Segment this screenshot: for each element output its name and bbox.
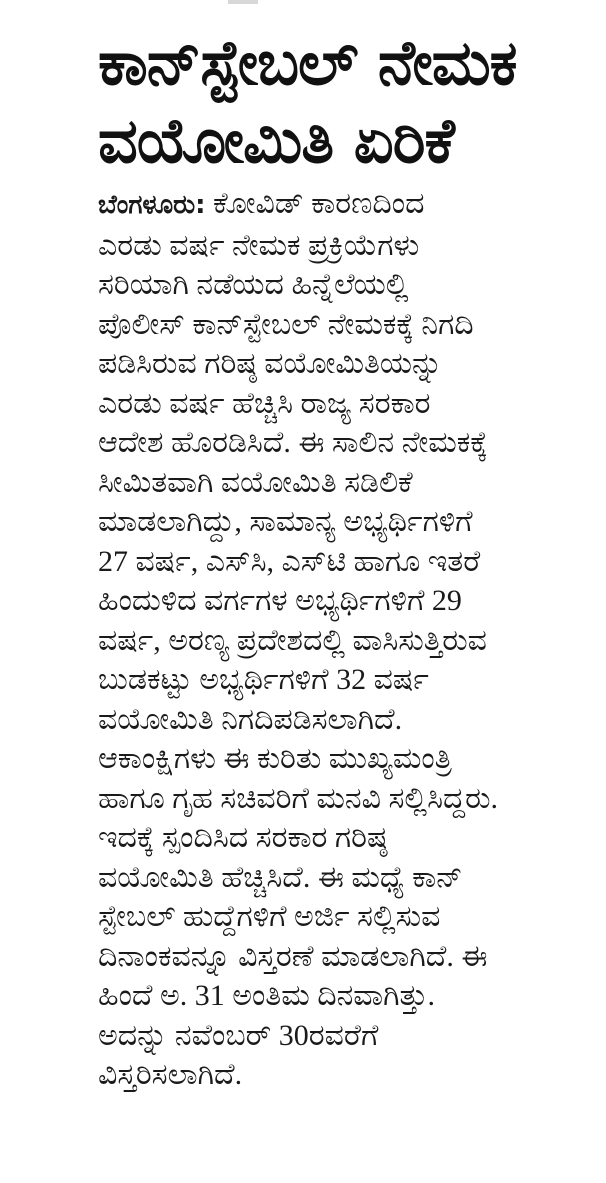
body-line: ಅದನ್ನು ನವೆಂಬರ್ 30ರವರೆಗೆ (98, 1018, 379, 1052)
body-line: ಹಾಗೂ ಗೃಹ ಸಚಿವರಿಗೆ ಮನವಿ ಸಲ್ಲಿಸಿದ್ದರು. (98, 781, 499, 815)
body-line: 27 ವರ್ಷ, ಎಸ್‌ಸಿ, ಎಸ್‌ಟಿ ಹಾಗೂ ಇತರೆ (98, 544, 481, 578)
body-line: ಸ್ಟೇಬಲ್ ಹುದ್ದೆಗಳಿಗೆ ಅರ್ಜಿ ಸಲ್ಲಿಸುವ (98, 900, 441, 933)
headline-line-1: ಕಾನ್‌ಸ್ಟೇಬಲ್ ನೇಮಕ (98, 26, 517, 99)
body-line: ಬುಡಕಟ್ಟು ಅಭ್ಯರ್ಥಿಗಳಿಗೆ 32 ವರ್ಷ (98, 663, 429, 696)
body-line: ವಿಸ್ತರಿಸಲಾಗಿದೆ. (98, 1058, 243, 1091)
body-line: ಆದೇಶ ಹೊರಡಿಸಿದೆ. ಈ ಸಾಲಿನ ನೇಮಕಕ್ಕೆ (98, 426, 488, 459)
body-line: ಹಿಂದೆ ಅ. 31 ಅಂತಿಮ ದಿನವಾಗಿತ್ತು. (98, 979, 436, 1012)
body-line-1-text: ಕೋವಿಡ್ ಕಾರಣದಿಂದ (213, 187, 425, 220)
body-line: ವಯೋಮಿತಿ ನಿಗದಿಪಡಿಸಲಾಗಿದೆ. (98, 702, 403, 736)
dateline: ಬೆಂಗಳೂರು: (98, 190, 206, 220)
article-headline (98, 24, 598, 180)
article-body (98, 184, 598, 1095)
body-line: ಎರಡು ವರ್ಷ ನೇಮಕ ಪ್ರಕ್ರಿಯೆಗಳು (98, 228, 420, 262)
torn-edge-mark (228, 0, 258, 4)
body-line: ಸೀಮಿತವಾಗಿ ವಯೋಮಿತಿ ಸಡಿಲಿಕೆ (98, 465, 413, 499)
body-line: ಪಡಿಸಿರುವ ಗರಿಷ್ಠ ವಯೋಮಿತಿಯನ್ನು (98, 347, 443, 380)
body-line: ಪೊಲೀಸ್ ಕಾನ್‌ಸ್ಟೇಬಲ್ ನೇಮಕಕ್ಕೆ ನಿಗದಿ (98, 307, 474, 341)
body-line: ಇದಕ್ಕೆ ಸ್ಪಂದಿಸಿದ ಸರಕಾರ ಗರಿಷ್ಠ (98, 821, 388, 854)
body-line: ವಯೋಮಿತಿ ಹೆಚ್ಚಿಸಿದೆ. ಈ ಮಧ್ಯೆ ಕಾನ್ (98, 860, 463, 894)
body-line: ಆಕಾಂಕ್ಷಿಗಳು ಈ ಕುರಿತು ಮುಖ್ಯಮಂತ್ರಿ (98, 742, 452, 775)
body-line: ಮಾಡಲಾಗಿದ್ದು, ಸಾಮಾನ್ಯ ಅಭ್ಯರ್ಥಿಗಳಿಗೆ (98, 505, 473, 538)
body-line: ವರ್ಷ, ಅರಣ್ಯ ಪ್ರದೇಶದಲ್ಲಿ ವಾಸಿಸುತ್ತಿರುವ (98, 623, 487, 657)
headline-line-2: ವಯೋಮಿತಿ ಏರಿಕೆ (98, 104, 454, 177)
body-line-1 (98, 184, 424, 226)
body-line: ದಿನಾಂಕವನ್ನೂ ವಿಸ್ತರಣೆ ಮಾಡಲಾಗಿದೆ. ಈ (98, 939, 488, 973)
body-line: ಎರಡು ವರ್ಷ ಹೆಚ್ಚಿಸಿ ರಾಜ್ಯ ಸರಕಾರ (98, 386, 431, 420)
body-line: ಸರಿಯಾಗಿ ನಡೆಯದ ಹಿನ್ನೆಲೆಯಲ್ಲಿ (98, 268, 409, 301)
body-line: ಹಿಂದುಳಿದ ವರ್ಗಗಳ ಅಭ್ಯರ್ಥಿಗಳಿಗೆ 29 (98, 584, 462, 617)
